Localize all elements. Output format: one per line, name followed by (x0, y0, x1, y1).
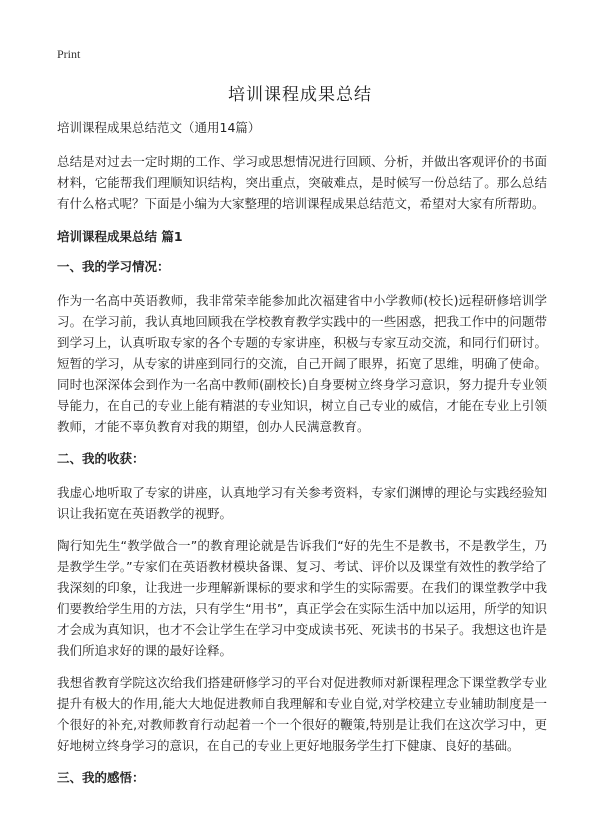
document-subtitle: 培训课程成果总结范文（通用14篇） (57, 120, 261, 135)
section-heading-3: 三、我的感悟： (57, 770, 145, 785)
print-link[interactable]: Print (57, 47, 81, 61)
document-body (57, 117, 547, 801)
section-2-paragraph-2: 陶行知先生“教学做合一”的教育理论就是告诉我们“好的先生不是教书，不是教学生，乃是教学生学。”专家们在英语教材模块备课、复习、考试、评价以及课堂有效性的教学给了我深刻的印象，让我进一步理解新课标的要求和学生的实际需要。在我们的课堂教学中我们要教给学生用的方法，只有学生“用书”，真正学会在实际生活中加以运用，所学的知识才会成为真知识，也才不会让学生在学习中变成读书死、死读书的书呆子。我想这也许是我们所追求好的课的最好诠释。 (57, 538, 547, 658)
article-heading: 培训课程成果总结 篇1 (57, 229, 183, 244)
section-1-paragraph-1: 作为一名高中英语教师，我非常荣幸能参加此次福建省中小学教师(校长)远程研修培训学习。在学习前，我认真地回顾我在学校教育教学实践中的一些困惑，把我工作中的问题带到学习上，认真听取专家的各个专题的专家讲座，积极与专家互动交流，和同行们研讨。短暂的学习，从专家的讲座到同行的交流，自己开阔了眼界，拓宽了思维，明确了使命。同时也深深体会到作为一名高中教师(副校长)自身要树立终身学习意识，努力提升专业领导能力，在自己的专业上能有精湛的专业知识，树立自己专业的威信，才能在专业上引领教师，才能不辜负教育对我的期望，创办人民满意教育。 (57, 293, 547, 434)
section-heading-1: 一、我的学习情况： (57, 259, 170, 274)
section-2-paragraph-1: 我虚心地听取了专家的讲座，认真地学习有关参考资料，专家们渊博的理论与实践经验知识让我拓宽在英语教学的视野。 (57, 485, 547, 521)
page-title: 培训课程成果总结 (228, 85, 372, 105)
intro-paragraph: 总结是对过去一定时期的工作、学习或思想情况进行回顾、分析，并做出客观评价的书面材料，它能帮我们理顺知识结构，突出重点，突破难点，是时候写一份总结了。那么总结有什么格式呢？下面是小编为大家整理的培训课程成果总结范文，希望对大家有所帮助。 (57, 154, 547, 211)
section-heading-2: 二、我的收获： (57, 451, 145, 466)
section-2-paragraph-3: 我想省教育学院这次给我们搭建研修学习的平台对促进教师对新课程理念下课堂教学专业提升有极大的作用,能大大地促进教师自我理解和专业自觉,对学校建立专业辅助制度是一个很好的补充,对教师教育行动起着一个一个很好的鞭策,特别是让我们在这次学习中，更好地树立终身学习的意识，在自己的专业上更好地服务学生打下健康、良好的基础。 (57, 675, 547, 753)
